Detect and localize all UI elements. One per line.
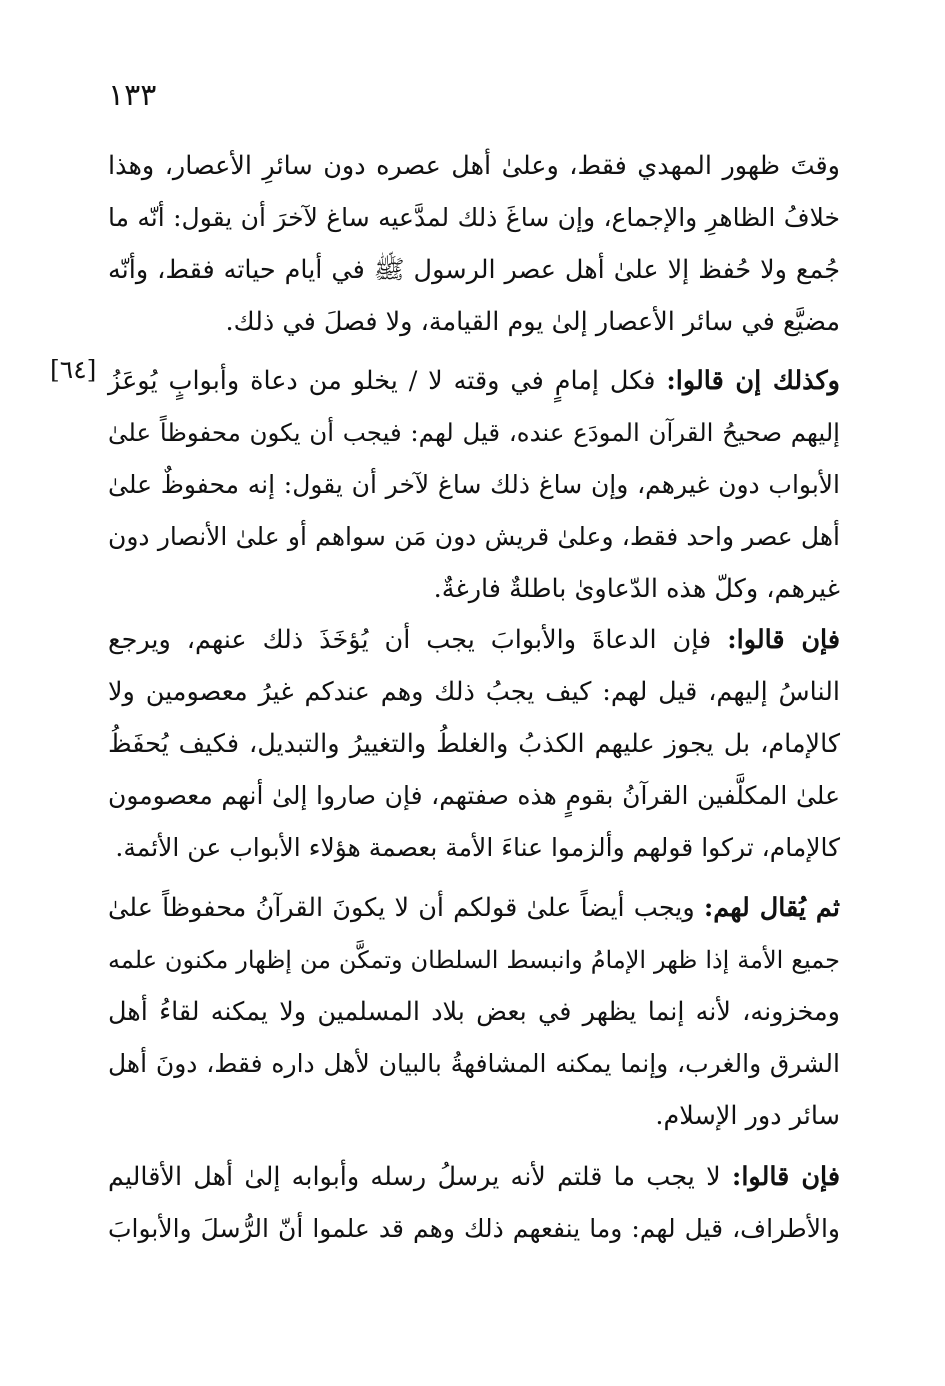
- text-line: [108, 614, 840, 666]
- text-line: علىٰ المكلَّفين القرآنُ بقومٍ هذه صفتهم، فإن صاروا إلىٰ أنهم معصومون: [108, 781, 840, 810]
- text-line: الناسُ إليهم، قيل لهم: كيف يجبُ ذلك وهم عندكم غيرُ معصومين ولا: [108, 677, 840, 707]
- paragraph-lead: ثم يُقال لهم:: [703, 893, 840, 923]
- text-line: الأبواب دون غيرهم، وإن ساغ ذلك ساغ لآخر أن يقول: إنه محفوظٌ علىٰ: [108, 470, 840, 499]
- text-line: جميع الأمة إذا ظهر الإمامُ وانبسط السلطان وتمكَّن من إظهار مكنون علمه: [108, 946, 840, 974]
- paragraph-lead: فإن قالوا:: [731, 1162, 841, 1192]
- text-line: [108, 1151, 840, 1203]
- paragraph-2: [108, 355, 840, 615]
- text-line: غيرهم، وكلّ هذه الدّعاوىٰ باطلةٌ فارغةٌ.: [433, 574, 840, 604]
- line-text: ويجب أيضاً علىٰ قولكم أن لا يكونَ القرآنُ محفوظاً علىٰ: [108, 893, 695, 923]
- text-line: [108, 882, 840, 934]
- text-line: أهل عصر واحد فقط، وعلىٰ قريش دون مَن سواهم أو علىٰ الأنصار دون: [108, 522, 840, 551]
- text-line: الشرق والغرب، وإنما يمكنه المشافهةُ بالبيان لأهل داره فقط، دونَ أهل: [108, 1049, 840, 1078]
- text-line: [108, 355, 840, 407]
- text-line: إليهم صحيحُ القرآن المودَع عنده، قيل لهم: فيجب أن يكون محفوظاً علىٰ: [108, 418, 840, 447]
- text-line: جُمع ولا حُفظ إلا علىٰ أهل عصر الرسول ﷺ في أيام حياته فقط، وأنّه: [108, 255, 840, 285]
- text-line: سائر دور الإسلام.: [655, 1101, 840, 1131]
- text-line: والأطراف، قيل لهم: وما ينفعهم ذلك وهم قد علموا أنّ الرُّسلَ والأبوابَ: [108, 1214, 840, 1243]
- line-text: لا يجب ما قلتم لأنه يرسلُ رسله وأبوابه إلىٰ أهل الأقاليم: [108, 1162, 721, 1192]
- paragraph-1: [108, 140, 840, 348]
- text-line: خلافُ الظاهرِ والإجماع، وإن ساغَ ذلك لمدَّعيه ساغ لآخرَ أن يقول: أنّه ما: [108, 203, 840, 232]
- paragraph-lead: وكذلك إن قالوا:: [666, 366, 840, 396]
- page-number: ١٣٣: [108, 78, 157, 113]
- text-line: وقتَ ظهور المهدي فقط، وعلىٰ أهل عصره دون سائرِ الأعصار، وهذا: [108, 151, 840, 181]
- marginal-page-reference: [٦٤]: [50, 355, 97, 384]
- line-text: فإن الدعاةَ والأبوابَ يجب أن يُؤخَذَ ذلك عنهم، ويرجع: [108, 625, 712, 655]
- text-line: كالإمام، تركوا قولهم وألزموا عناءَ الأمة بعصمة هؤلاء الأبواب عن الأئمة.: [115, 833, 840, 862]
- text-line: مضيَّع في سائر الأعصار إلىٰ يوم القيامة، ولا فصلَ في ذلك.: [225, 307, 840, 337]
- line-text: فكل إمامٍ في وقته لا / يخلو من دعاة وأبوابٍ يُوعَزُ: [108, 366, 656, 396]
- paragraph-4: [108, 882, 840, 1142]
- paragraph-5: [108, 1151, 840, 1255]
- paragraph-3: [108, 614, 840, 874]
- text-line: كالإمام، بل يجوز عليهم الكذبُ والغلطُ والتغييرُ والتبديل، فكيف يُحفَظُ: [108, 729, 840, 759]
- paragraph-lead: فإن قالوا:: [727, 625, 841, 655]
- text-line: ومخزونه، لأنه إنما يظهر في بعض بلاد المسلمين ولا يمكنه لقاءُ أهل: [108, 997, 840, 1027]
